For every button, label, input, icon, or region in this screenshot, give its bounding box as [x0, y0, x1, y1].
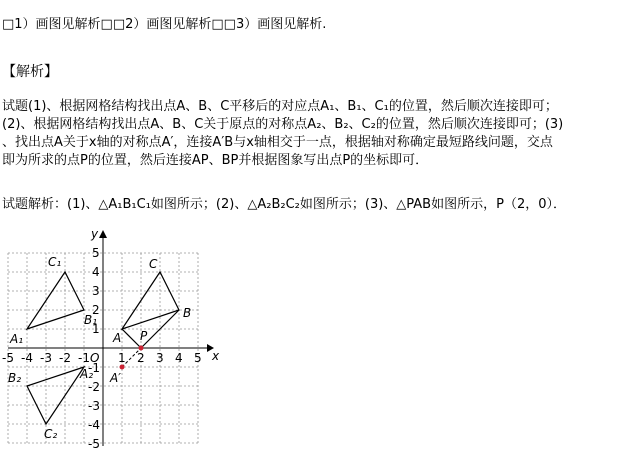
y-tick-label: -1: [88, 361, 100, 375]
x-tick-label: 4: [175, 351, 183, 365]
x-tick-label: -3: [40, 351, 52, 365]
y-tick-label: 3: [92, 284, 100, 298]
y-tick-label: -4: [88, 418, 100, 432]
solution-line: 试题解析：(1)、△A₁B₁C₁如图所示；(2)、△A₂B₂C₂如图所示；(3)、△PAB如图所示，P（2，0）．: [2, 197, 566, 212]
x-tick-label: -1: [78, 351, 90, 365]
label-b: B: [183, 306, 192, 320]
section-heading: 【解析】: [2, 64, 58, 80]
y-tick-label: -2: [88, 380, 100, 394]
x-tick-label: 5: [194, 351, 202, 365]
coordinate-graph: [0, 226, 230, 474]
analysis-line-3: 、找出点A关于x轴的对称点A′，连接A′B与x轴相交于一点，根据轴对称确定最短路线问题，交点: [2, 135, 553, 150]
y-axis-label: y: [91, 227, 99, 241]
label-c1: C₁: [48, 255, 62, 269]
point-p: [139, 346, 144, 351]
answer-line: □1）画图见解析□□2）画图见解析□□3）画图见解析.: [2, 17, 327, 32]
y-tick-label: -5: [88, 437, 100, 451]
triangle-a1b1c1: [27, 272, 84, 329]
y-tick-label: 2: [92, 303, 100, 317]
y-tick-label: -3: [88, 399, 100, 413]
y-tick-label: 4: [92, 265, 100, 279]
analysis-line-4: 即为所求的点P的位置，然后连接AP、BP并根据图象写出点P的坐标即可．: [2, 153, 429, 168]
label-a-prime: A′: [110, 371, 121, 385]
label-a2: A₂: [80, 367, 94, 381]
point-a-prime: [120, 365, 125, 370]
y-axis-arrow: [99, 230, 107, 238]
label-b2: B₂: [8, 371, 22, 385]
label-p: P: [140, 329, 148, 343]
segment-ap: [122, 329, 141, 348]
x-tick-label: -5: [2, 351, 14, 365]
x-axis-label: x: [212, 349, 220, 363]
label-a1: A₁: [10, 332, 24, 346]
label-c2: C₂: [44, 427, 58, 441]
analysis-line-1: 试题(1)、根据网格结构找出点A、B、C平移后的对应点A₁、B₁、C₁的位置，然后顺次连接即可；: [2, 99, 558, 114]
x-tick-label: 1: [118, 351, 126, 365]
origin-label: O: [90, 351, 100, 365]
x-tick-label: 2: [137, 351, 145, 365]
y-tick-label: 5: [92, 246, 100, 260]
triangle-abc: [122, 272, 179, 329]
x-tick-label: -2: [59, 351, 71, 365]
y-tick-label: 1: [92, 322, 100, 336]
label-b1: B₁: [84, 313, 98, 327]
x-tick-labels: [2, 351, 202, 365]
triangle-a2b2c2: [27, 367, 84, 424]
x-tick-label: -4: [21, 351, 33, 365]
label-a: A: [113, 331, 122, 345]
x-tick-label: 3: [156, 351, 164, 365]
analysis-line-2: (2)、根据网格结构找出点A、B、C关于原点的对称点A₂、B₂、C₂的位置，然后顺次连接即可；(3): [2, 117, 564, 132]
label-c: C: [149, 257, 158, 271]
